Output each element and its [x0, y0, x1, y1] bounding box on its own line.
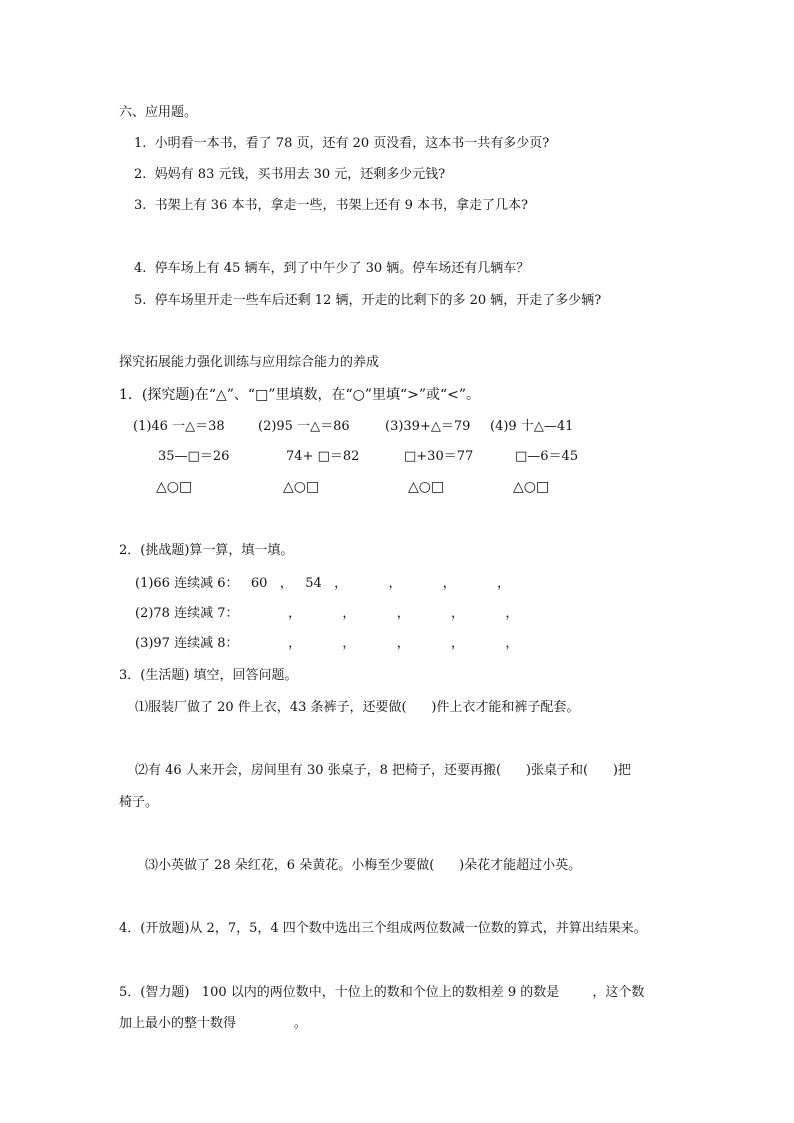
q4-text: 4．(开放题)从 2，7，5，4 四个数中选出三个组成两位数减一位数的算式，并算出结果来。 — [119, 921, 647, 936]
q1-row2-c: □+30＝77 — [404, 449, 474, 464]
q3-sub-1: ⑴服装厂做了 20 件上衣，43 条裤子，还要做( )件上衣才能和裤子配套。 — [135, 700, 580, 715]
q1-row3-a: △○□ — [156, 479, 193, 495]
q1-row1-a: (1)46 一△＝38 — [133, 419, 225, 434]
q1-row1-b: (2)95 一△＝86 — [258, 419, 350, 434]
q1-title: 1．(探究题)在“△”、“□”里填数，在“○”里填“>”或“<”。 — [119, 387, 481, 403]
section6-item-2: 2. 妈妈有 83 元钱，买书用去 30 元，还剩多少元钱? — [134, 167, 446, 182]
q1-row2-b: 74+ □＝82 — [286, 449, 360, 464]
q3-title: 3．(生活题) 填空，回答问题。 — [119, 668, 298, 683]
q1-row3-c: △○□ — [408, 479, 445, 495]
q1-row1-d: (4)9 十△—41 — [490, 419, 574, 434]
q2-line-2: (2)78 连续减 7： ， ， ， ， ， — [135, 606, 519, 621]
q1-row3-b: △○□ — [283, 479, 320, 495]
section6-item-4: 4. 停车场上有 45 辆车，到了中午少了 30 辆。停车场还有几辆车？ — [134, 261, 530, 276]
q1-row2-d: □—6＝45 — [515, 449, 579, 464]
section6-title: 六、应用题。 — [119, 105, 198, 120]
q1-row1-c: (3)39+△＝79 — [385, 419, 471, 434]
section6-item-3: 3. 书架上有 36 本书，拿走一些，书架上还有 9 本书，拿走了几本? — [134, 198, 528, 213]
q5-text-b: 加上最小的整十数得 。 — [119, 1016, 307, 1031]
q2-title: 2．(挑战题)算一算，填一填。 — [119, 543, 294, 558]
q3-sub-3: ⑶小英做了 28 朵红花，6 朵黄花。小梅至少要做( )朵花才能超过小英。 — [145, 858, 582, 873]
q5-text-a: 5．(智力题) 100 以内的两位数中，十位上的数和个位上的数相差 9 的数是 ，这个数 — [119, 985, 645, 1000]
q3-sub-2b: 椅子。 — [119, 795, 159, 810]
q2-line-3: (3)97 连续减 8： ， ， ， ， ， — [135, 636, 519, 651]
extension-title: 探究拓展能力强化训练与应用综合能力的养成 — [119, 355, 380, 370]
q1-row2-a: 35—□＝26 — [158, 449, 230, 464]
q3-sub-2a: ⑵有 46 人来开会，房间里有 30 张桌子，8 把椅子，还要再搬( )张桌子和( )把 — [135, 763, 631, 778]
q2-line-1: (1)66 连续减 6： 60 ， 54 ， ， ， ， — [135, 576, 511, 591]
section6-item-1: 1. 小明看一本书，看了 78 页，还有 20 页没看，这本书一共有多少页? — [134, 136, 550, 151]
q1-row3-d: △○□ — [513, 479, 550, 495]
section6-item-5: 5. 停车场里开走一些车后还剩 12 辆，开走的比剩下的多 20 辆，开走了多少辆? — [134, 293, 602, 308]
